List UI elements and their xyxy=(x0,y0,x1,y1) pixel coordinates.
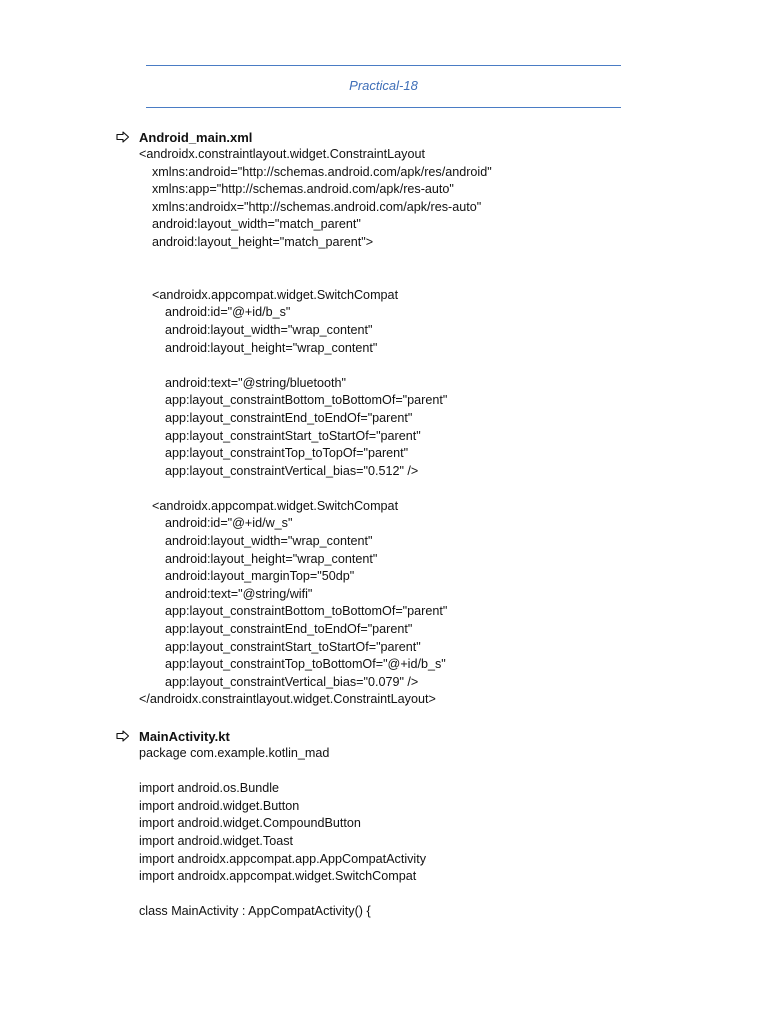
code-line: android:layout_height="wrap_content" xyxy=(165,551,378,566)
code-line: <androidx.appcompat.widget.SwitchCompat xyxy=(152,498,399,513)
code-line: package com.example.kotlin_mad xyxy=(139,746,330,760)
header-rule-top xyxy=(146,65,621,66)
code-line xyxy=(139,886,426,904)
code-line: app:layout_constraintTop_toBottomOf="@+id/b_s" xyxy=(165,657,446,672)
code-line: <androidx.constraintlayout.widget.ConstraintLayout xyxy=(139,147,425,161)
code-line: import android.widget.CompoundButton xyxy=(139,816,361,831)
code-line: android:text="@string/bluetooth" xyxy=(165,375,347,390)
code-line: android:layout_marginTop="50dp" xyxy=(165,569,355,584)
code-block xyxy=(139,745,426,921)
code-line: import android.widget.Toast xyxy=(139,833,294,848)
code-line: </androidx.constraintlayout.widget.ConstraintLayout> xyxy=(139,692,436,707)
arrow-right-icon xyxy=(116,130,130,144)
arrow-right-icon xyxy=(116,729,130,743)
section-header xyxy=(116,129,469,146)
code-line xyxy=(139,269,492,287)
code-line xyxy=(139,763,426,781)
code-block xyxy=(139,146,492,709)
code-line: import android.widget.Button xyxy=(139,798,300,813)
code-line: import androidx.appcompat.widget.SwitchCompat xyxy=(139,869,417,884)
code-line: android:layout_width="match_parent" xyxy=(152,217,361,232)
code-line: app:layout_constraintStart_toStartOf="parent" xyxy=(165,639,421,654)
code-line xyxy=(139,252,492,270)
code-line: android:layout_height="wrap_content" xyxy=(165,340,378,355)
code-line xyxy=(139,480,492,498)
code-line: android:id="@+id/b_s" xyxy=(165,305,291,320)
section-title: MainActivity.kt xyxy=(139,729,230,744)
code-line: <androidx.appcompat.widget.SwitchCompat xyxy=(152,287,399,302)
code-line: app:layout_constraintEnd_toEndOf="parent" xyxy=(165,622,413,637)
code-line: app:layout_constraintBottom_toBottomOf="parent" xyxy=(165,393,448,408)
code-line: xmlns:app="http://schemas.android.com/apk/res-auto" xyxy=(152,182,454,197)
code-line: app:layout_constraintTop_toTopOf="parent" xyxy=(165,446,409,461)
code-line: app:layout_constraintEnd_toEndOf="parent" xyxy=(165,410,413,425)
code-line: class MainActivity : AppCompatActivity() { xyxy=(139,904,371,919)
section-android-main-xml xyxy=(116,129,492,709)
code-line: xmlns:androidx="http://schemas.android.com/apk/res-auto" xyxy=(152,199,482,214)
code-line: app:layout_constraintVertical_bias="0.512" /> xyxy=(165,463,419,478)
code-line: android:layout_width="wrap_content" xyxy=(165,322,373,337)
code-line xyxy=(139,357,492,375)
code-line: app:layout_constraintVertical_bias="0.079" /> xyxy=(165,674,419,689)
section-title: Android_main.xml xyxy=(139,130,253,145)
section-main-activity-kt xyxy=(116,728,427,921)
code-line: app:layout_constraintBottom_toBottomOf="parent" xyxy=(165,604,448,619)
code-line: app:layout_constraintStart_toStartOf="parent" xyxy=(165,428,421,443)
code-line: android:id="@+id/w_s" xyxy=(165,516,293,531)
code-line: xmlns:android="http://schemas.android.com/apk/res/android" xyxy=(152,164,492,179)
section-header xyxy=(116,728,403,745)
code-line: android:layout_height="match_parent"> xyxy=(152,234,374,249)
header-rule-bottom xyxy=(146,107,621,108)
page-title: Practical-18 xyxy=(349,78,418,93)
code-line: android:text="@string/wifi" xyxy=(165,586,313,601)
code-line: android:layout_width="wrap_content" xyxy=(165,534,373,549)
code-line: import androidx.appcompat.app.AppCompatActivity xyxy=(139,851,427,866)
code-line: import android.os.Bundle xyxy=(139,781,280,796)
